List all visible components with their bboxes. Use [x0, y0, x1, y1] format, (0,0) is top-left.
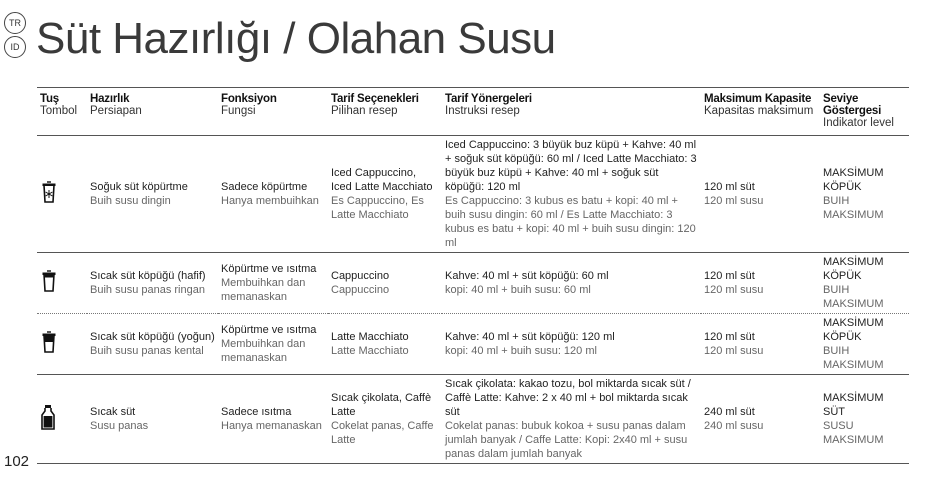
header-level-indicator: Seviye Göstergesi Indikator level [820, 90, 909, 136]
table-row: Sıcak süt Susu panas Sadece ısıtma Hanya memanaskan Sıcak çikolata, Caffè Latte Cokelat panas, Caffe Latte Sıcak çikolata: kakao tozu, bol miktarda sıcak süt / Caffè Latte: Kahve: 2 x 40 ml + bol miktarda sıcak süt Cokelat panas: bubuk kokoa + susu panas dalam jumlah banyak / Caffe Latte: Kopi: 2x40 ml + susu panas dalam jumlah banyak 240 ml süt 240 ml susu MAKSİMUM SÜT SUSU MAKSIMUM [37, 375, 909, 464]
header-recipe-options: Tarif Seçenekleri Pilihan resep [328, 90, 442, 136]
language-badges [4, 12, 28, 60]
language-badge-id: ID [4, 36, 26, 58]
table-row: Sıcak süt köpüğü (hafif) Buih susu panas ringan Köpürtme ve ısıtma Membuihkan dan memanaskan Cappuccino Cappuccino Kahve: 40 ml + süt köpüğü: 60 ml kopi: 40 ml + buih susu: 60 ml 120 ml süt 120 ml susu MAKSİMUM KÖPÜK BUIH MAKSIMUM [37, 253, 909, 314]
hot-dense-foam-cup-icon [40, 331, 58, 353]
title-divider [37, 87, 909, 88]
cold-milk-foam-cup-icon [40, 181, 58, 203]
hot-light-foam-cup-icon [40, 270, 58, 292]
table-row: Soğuk süt köpürtme Buih susu dingin Sadece köpürtme Hanya membuihkan Iced Cappuccino, Iced Latte Macchiato Es Cappuccino, Es Latte Macchiato Iced Cappuccino: 3 büyük buz küpü + Kahve: 40 ml + soğuk süt köpüğü: 60 ml / Iced Latte Macchiato: 3 büyük buz küpü + Kahve: 40 ml + soğuk süt köpüğü: 120 ml Es Cappuccino: 3 kubus es batu + kopi: 40 ml + buih susu dingin: 60 ml / Es Latte Macchiato: 3 kubus es batu + kopi: 40 ml + buih susu dingin: 120 ml 120 ml süt 120 ml susu MAKSİMUM KÖPÜK BUIH MAKSIMUM [37, 136, 909, 253]
table-row: Sıcak süt köpüğü (yoğun) Buih susu panas kental Köpürtme ve ısıtma Membuihkan dan memanaskan Latte Macchiato Latte Macchiato Kahve: 40 ml + süt köpüğü: 120 ml kopi: 40 ml + buih susu: 120 ml 120 ml süt 120 ml susu MAKSİMUM KÖPÜK BUIH MAKSIMUM [37, 314, 909, 375]
hot-milk-bottle-icon [40, 404, 56, 430]
header-recipe-instructions: Tarif Yönergeleri Instruksi resep [442, 90, 701, 136]
header-max-capacity: Maksimum Kapasite Kapasitas maksimum [701, 90, 820, 136]
header-button: Tuş Tombol [37, 90, 87, 136]
milk-preparation-table [37, 90, 909, 464]
language-badge-tr: TR [4, 12, 26, 34]
header-function: Fonksiyon Fungsi [218, 90, 328, 136]
header-preparation: Hazırlık Persiapan [87, 90, 218, 136]
page-title: Süt Hazırlığı / Olahan Susu [36, 14, 556, 63]
table-header-row [37, 90, 909, 136]
page-number: 102 [4, 453, 30, 470]
